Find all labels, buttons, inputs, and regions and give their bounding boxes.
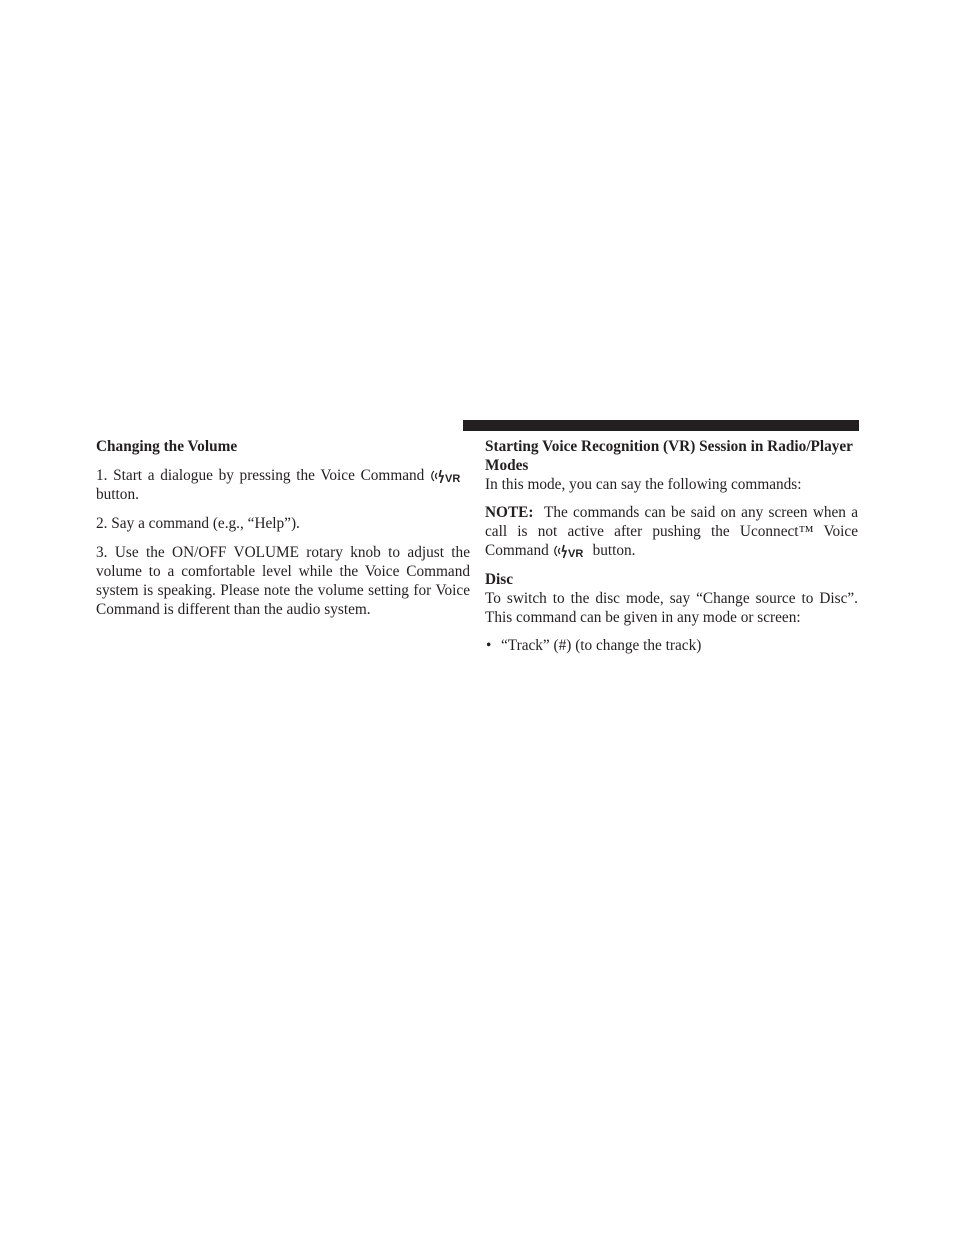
section-rule: [463, 420, 859, 431]
list-item-text: “Track” (#) (to change the track): [501, 637, 702, 654]
heading-changing-volume: Changing the Volume: [96, 438, 238, 455]
command-list: [485, 636, 858, 655]
note-tail: button.: [592, 542, 636, 559]
step-1: [96, 466, 470, 504]
step-1-tail: button.: [96, 486, 139, 503]
note-text: The commands can be said on any screen when a call is not active after pushing the Uconnect™ Voice Command: [485, 504, 858, 559]
heading-starting-vr: Starting Voice Recognition (VR) Session in Radio/Player Modes: [485, 438, 853, 474]
step-2: 2. Say a command (e.g., “Help”).: [96, 515, 300, 532]
voice-command-icon: [553, 543, 587, 559]
right-column: [485, 437, 858, 655]
svg-text:VR: VR: [567, 548, 583, 559]
voice-command-icon: [430, 468, 464, 484]
heading-disc: Disc: [485, 571, 514, 588]
intro-text: In this mode, you can say the following commands:: [485, 476, 802, 493]
note-label: NOTE:: [485, 504, 534, 521]
left-column: [96, 437, 470, 619]
svg-text:VR: VR: [445, 473, 461, 484]
step-3: 3. Use the ON/OFF VOLUME rotary knob to adjust the volume to a comfortable level while the Voice Command system is speaking. Please note the volume setting for Voice Command is different than the audio system.: [96, 544, 470, 618]
note-paragraph: [485, 503, 858, 560]
step-1-text: 1. Start a dialogue by pressing the Voice Command: [96, 467, 425, 484]
list-item: [485, 636, 858, 655]
disc-text: To switch to the disc mode, say “Change source to Disc”. This command can be given in any mode or screen:: [485, 590, 858, 626]
bullet-icon: •: [486, 637, 492, 654]
